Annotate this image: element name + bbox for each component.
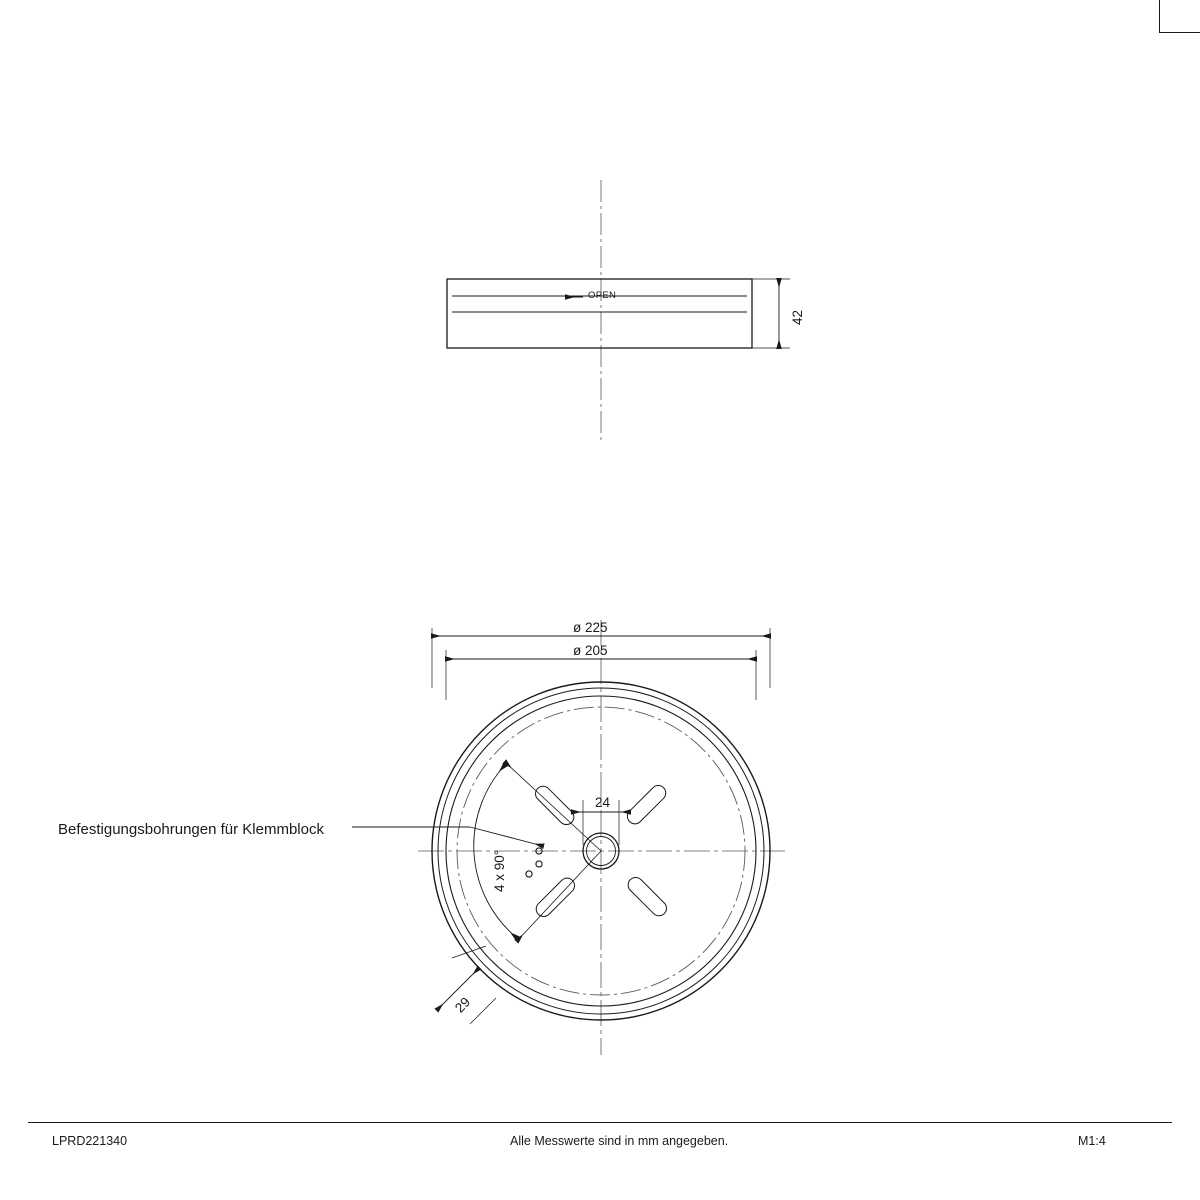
ext-line-29-b [470,998,496,1024]
dimension-angle-pattern: 4 x 90° [492,849,507,892]
dimension-outer-diameter: ø 225 [573,620,608,635]
klemmblock-holes [526,848,542,877]
footer-part-number: LPRD221340 [52,1134,128,1148]
dimension-center-bore: 24 [595,795,611,810]
dimension-height: 42 [790,309,805,325]
footer-scale: M1:4 [1078,1134,1106,1148]
footer-divider [28,1122,1172,1123]
angle-ray-upper [505,762,601,851]
annotation-klemmblock: Befestigungsbohrungen für Klemmblock [58,821,324,838]
angle-ray-lower [517,851,601,941]
footer-note: Alle Messwerte sind in mm angegeben. [510,1134,729,1148]
annotation-leader-diagonal [470,827,543,846]
dimension-edge-offset: 29 [452,994,474,1016]
dimension-inner-diameter: ø 205 [573,643,608,658]
open-label: OPEN [588,290,617,301]
